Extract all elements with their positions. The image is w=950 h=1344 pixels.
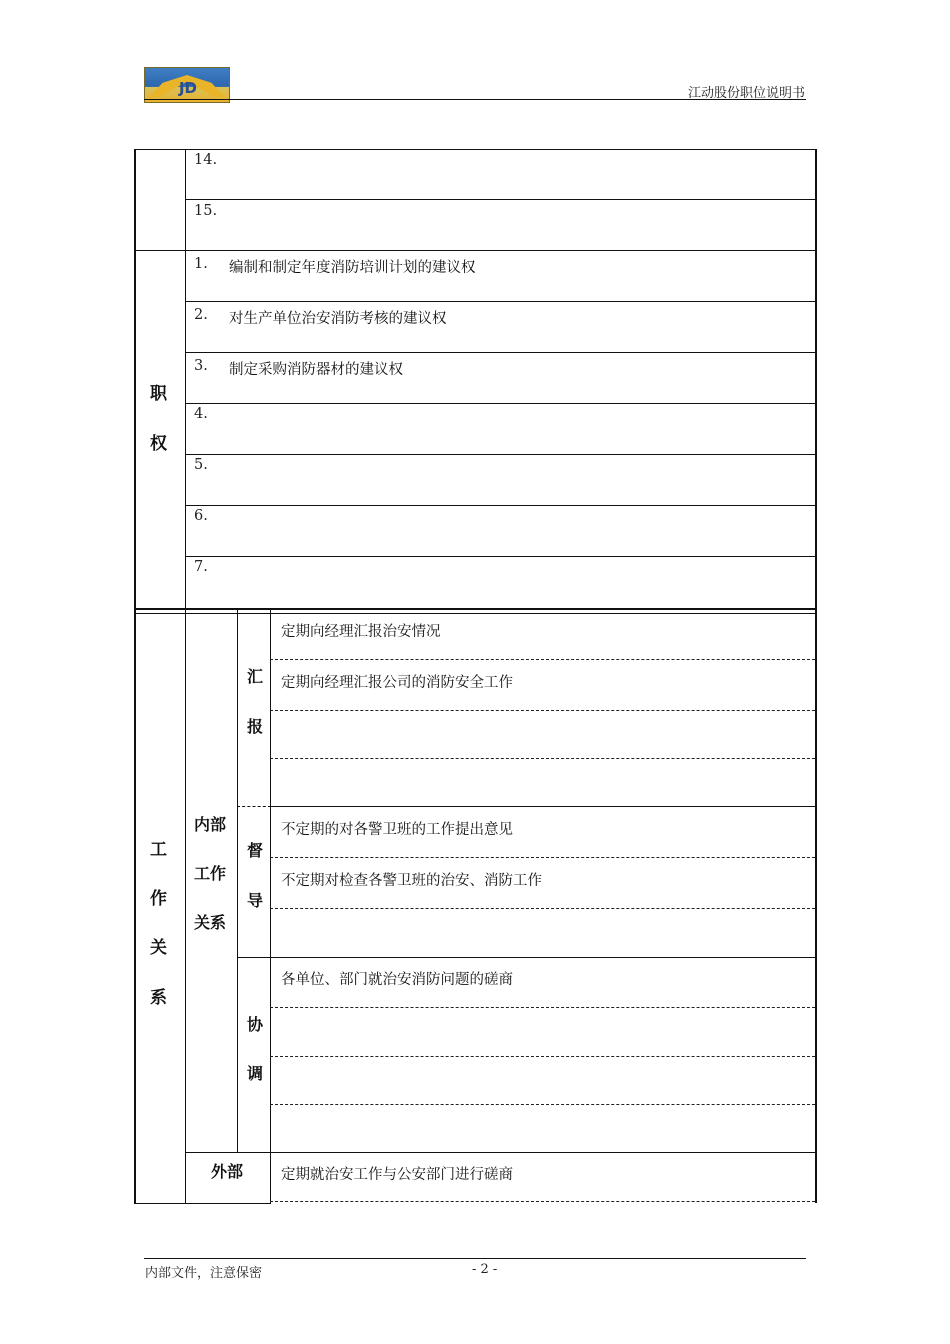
authority-item-text: 编制和制定年度消防培训计划的建议权 [229, 260, 476, 276]
label-column-divider [185, 149, 186, 1203]
work-relations-label-char: 作 [150, 889, 167, 909]
authority-item-number: 3. [194, 358, 208, 374]
supervise-item-text: 不定期对检查各警卫班的治安、消防工作 [281, 873, 542, 889]
section-divider [134, 250, 817, 251]
table-right-border [815, 149, 817, 1203]
table-top-border [134, 149, 817, 150]
dashed-divider [270, 857, 815, 858]
coordinate-label-char: 调 [247, 1064, 264, 1083]
footer-divider [144, 1258, 806, 1259]
content-column-divider [270, 608, 271, 1203]
work-relations-label-char: 系 [150, 988, 167, 1008]
duty-item-15-number: 15. [194, 203, 218, 219]
authority-item-number: 1. [194, 256, 208, 272]
authority-item-number: 4. [194, 406, 208, 422]
row-divider [185, 556, 817, 557]
row-divider [185, 199, 817, 200]
report-item-text: 定期向经理汇报治安情况 [281, 624, 441, 640]
dashed-divider [270, 1104, 815, 1105]
report-label-char: 汇 [247, 667, 264, 686]
internal-relations-label-line: 关系 [194, 913, 227, 932]
work-relations-label-char: 关 [150, 938, 167, 958]
dashed-divider [270, 1007, 815, 1008]
supervise-label-char: 导 [247, 891, 264, 910]
coordinate-item-text: 各单位、部门就治安消防问题的磋商 [281, 972, 513, 988]
coordinate-label-char: 协 [247, 1015, 264, 1034]
duty-item-14-number: 14. [194, 152, 218, 168]
authority-item-text: 制定采购消防器材的建议权 [229, 362, 403, 378]
internal-relations-label-line: 内部 [194, 815, 227, 834]
authority-item-number: 2. [194, 307, 208, 323]
dashed-divider [270, 758, 815, 759]
page-number: - 2 - [472, 1262, 498, 1277]
supervise-item-text: 不定期的对各警卫班的工作提出意见 [281, 822, 513, 838]
authority-item-number: 5. [194, 457, 208, 473]
authority-label-char: 权 [150, 434, 167, 454]
authority-item-text: 对生产单位治安消防考核的建议权 [229, 311, 447, 327]
row-divider [185, 454, 817, 455]
external-relations-label: 外部 [211, 1162, 244, 1181]
group-divider [185, 1152, 817, 1153]
dashed-divider [270, 1056, 815, 1057]
internal-relations-label-line: 工作 [194, 864, 227, 883]
authority-item-number: 7. [194, 559, 208, 575]
group-divider [270, 806, 817, 807]
row-divider [185, 505, 817, 506]
authority-label-char: 职 [150, 384, 167, 404]
external-item-text: 定期就治安工作与公安部门进行磋商 [281, 1167, 513, 1183]
table-left-border [134, 149, 136, 1203]
document-title: 江动股份职位说明书 [687, 86, 805, 101]
company-logo [144, 67, 230, 103]
report-item-text: 定期向经理汇报公司的消防安全工作 [281, 675, 513, 691]
row-divider [185, 301, 817, 302]
group-divider [237, 957, 817, 958]
dashed-divider [270, 659, 815, 660]
sub-label-column-divider [237, 608, 238, 1152]
supervise-label-char: 督 [247, 841, 264, 860]
work-relations-label-char: 工 [150, 840, 167, 860]
header-divider [144, 99, 806, 100]
authority-item-number: 6. [194, 508, 208, 524]
table-bottom-border [134, 1203, 271, 1204]
dashed-divider [270, 908, 815, 909]
dashed-divider [270, 710, 815, 711]
dashed-divider [270, 1201, 815, 1202]
row-divider [185, 403, 817, 404]
confidential-notice: 内部文件，注意保密 [145, 1266, 263, 1281]
logo-text: JD [178, 79, 198, 97]
group-divider-dashed [237, 806, 271, 807]
report-label-char: 报 [247, 717, 264, 736]
row-divider [185, 352, 817, 353]
